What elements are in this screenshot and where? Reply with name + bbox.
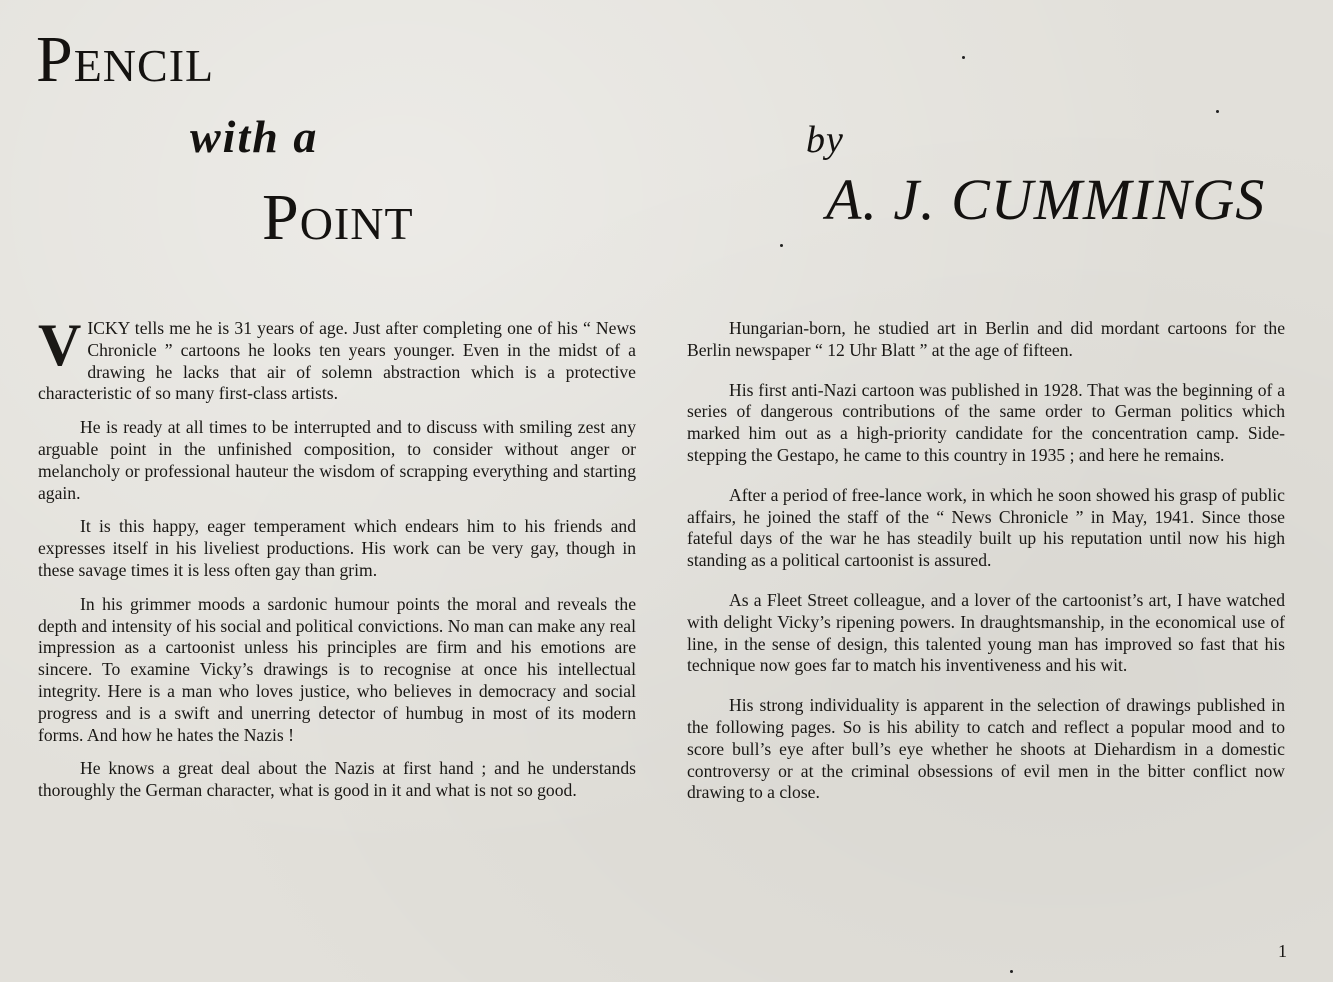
paragraph-8: After a period of free-lance work, in which he soon showed his grasp of public affairs, he joined the staff of the “ News Chronicle ” in May, 1941. Since those fateful days of the war he has steadily built up his reputation until now his high standing as a political cartoonist is assured.	[687, 484, 1285, 571]
paragraph-6: Hungarian-born, he studied art in Berlin and did mordant cartoons for the Berlin newspaper “ 12 Uhr Blatt ” at the age of fifteen.	[687, 318, 1285, 360]
page-number: 1	[1278, 941, 1287, 961]
paragraph-7: His first anti-Nazi cartoon was published in 1928. That was the beginning of a series of dangerous contributions of the same order to German politics which marked him out as a high-priority candidate for the concentration camp. Side-stepping the Gestapo, he came to this country in 1935 ; and here he remains.	[687, 379, 1285, 465]
title-pencil: Pencil	[36, 23, 215, 96]
paragraph-9: As a Fleet Street colleague, and a lover of the cartoonist’s art, I have watched with delight Vicky’s ripening powers. In draughtsmanship, in the economical use of line, in the sense of design, this talented young man has improved so fast that his technique now goes far to match his inventiveness and his wit.	[687, 589, 1285, 676]
paragraph-4: In his grimmer moods a sardonic humour points the moral and reveals the depth and intensity of his social and political convictions. No man can make any real impression as a cartoonist unless his principles are firm and his emotions are sincere. To examine Vicky’s drawings is to recognise at once his intellectual integrity. Here is a man who loves justice, who believes in democracy and social progress and is a swift and unerring detector of humbug in most of its modern forms. And how he hates the Nazis !	[38, 593, 636, 745]
print-speck	[780, 244, 783, 247]
paragraph-10: His strong individuality is apparent in the selection of drawings published in the following pages. So is his ability to catch and reflect a popular mood and to score bull’s eye after bull’s eye whether he shoots at Diehardism in a domestic controversy or at the criminal obsessions of evil men in the bitter conflict now drawing to a close.	[687, 695, 1285, 803]
paragraph-1	[38, 312, 636, 405]
byline-by: by	[806, 119, 844, 161]
title-with-a: with a	[190, 111, 319, 162]
print-speck	[1216, 110, 1219, 113]
print-speck	[1010, 970, 1013, 973]
drop-cap: V	[38, 312, 82, 378]
title-point: Point	[262, 181, 414, 254]
paragraph-2: He is ready at all times to be interrupted and to discuss with smiling zest any arguable point in the unfinished composition, to consider without anger or melancholy or professional hauteur the wisdom of scrapping everything and starting again.	[38, 417, 636, 503]
left-column	[38, 312, 636, 814]
right-column	[687, 318, 1285, 822]
byline-author: A. J. CUMMINGS	[826, 167, 1266, 232]
paragraph-1-text: ICKY tells me he is 31 years of age. Just after completing one of his “ News Chronicle ” cartoons he looks ten years younger. Even in the midst of a drawing he lacks that air of solemn abstraction which is a protective characteristic of so many first-class artists.	[38, 318, 636, 404]
paragraph-3: It is this happy, eager temperament which endears him to his friends and expresses itself in his liveliest productions. His work can be very gay, though in these savage times it is less often gay than grim.	[38, 516, 636, 580]
paragraph-5: He knows a great deal about the Nazis at first hand ; and he understands thoroughly the German character, what is good in it and what is not so good.	[38, 758, 636, 801]
print-speck	[962, 56, 965, 59]
